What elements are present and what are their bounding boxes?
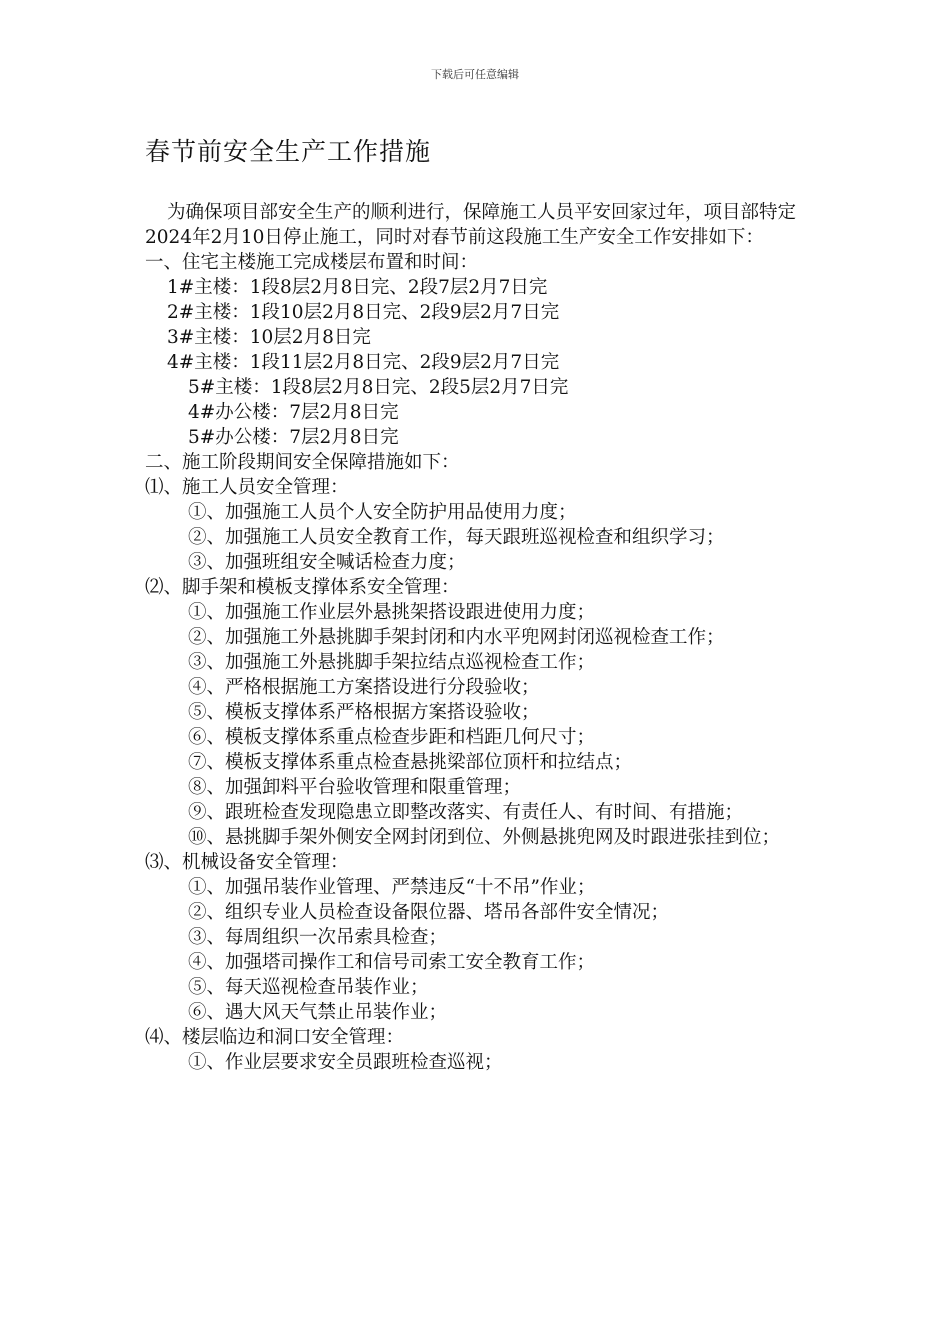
subsection-heading: ⑶、机械设备安全管理：	[145, 852, 349, 873]
subsection-heading: ⑷、楼层临边和洞口安全管理：	[145, 1027, 405, 1048]
measure-item: ④、严格根据施工方案搭设进行分段验收；	[188, 677, 540, 698]
building-schedule-item: 2#主楼：1段10层2月8日完、2段9层2月7日完	[167, 302, 560, 323]
measure-item: ⑤、模板支撑体系严格根据方案搭设验收；	[188, 702, 540, 723]
measure-item: ⑦、模板支撑体系重点检查悬挑梁部位顶杆和拉结点；	[188, 752, 633, 773]
building-schedule-item: 4#主楼：1段11层2月8日完、2段9层2月7日完	[167, 352, 560, 373]
measure-item: ⑥、遇大风天气禁止吊装作业；	[188, 1002, 448, 1023]
measure-item: ⑨、跟班检查发现隐患立即整改落实、有责任人、有时间、有措施；	[188, 802, 744, 823]
measure-item: ③、加强班组安全喊话检查力度；	[188, 552, 466, 573]
measure-item: ④、加强塔司操作工和信号司索工安全教育工作；	[188, 952, 596, 973]
page-header-note: 下载后可任意编辑	[431, 68, 519, 81]
building-schedule-item: 5#办公楼：7层2月8日完	[188, 427, 399, 448]
document-title: 春节前安全生产工作措施	[145, 137, 432, 166]
measure-item: ①、作业层要求安全员跟班检查巡视；	[188, 1052, 503, 1073]
measure-item: ①、加强施工作业层外悬挑架搭设跟进使用力度；	[188, 602, 596, 623]
intro-paragraph: 为确保项目部安全生产的顺利进行，保障施工人员平安回家过年，项目部特定2024年2月10日停止施工，同时对春节前这段施工生产安全工作安排如下：	[145, 202, 797, 248]
measure-item: ③、每周组织一次吊索具检查；	[188, 927, 448, 948]
measure-item: ⑧、加强卸料平台验收管理和限重管理；	[188, 777, 522, 798]
measure-item: ①、加强施工人员个人安全防护用品使用力度；	[188, 502, 577, 523]
measure-item: ①、加强吊装作业管理、严禁违反“十不吊”作业；	[188, 877, 596, 898]
subsection-heading: ⑵、脚手架和模板支撑体系安全管理：	[145, 577, 460, 598]
section-2-heading: 二、施工阶段期间安全保障措施如下：	[145, 452, 460, 473]
measure-item: ⑥、模板支撑体系重点检查步距和档距几何尺寸；	[188, 727, 596, 748]
measure-item: ③、加强施工外悬挑脚手架拉结点巡视检查工作；	[188, 652, 596, 673]
measure-item: ②、加强施工外悬挑脚手架封闭和内水平兜网封闭巡视检查工作；	[188, 627, 725, 648]
measure-item: ②、组织专业人员检查设备限位器、塔吊各部件安全情况；	[188, 902, 670, 923]
measure-item: ⑩、悬挑脚手架外侧安全网封闭到位、外侧悬挑兜网及时跟进张挂到位；	[188, 827, 781, 848]
building-schedule-item: 5#主楼：1段8层2月8日完、2段5层2月7日完	[188, 377, 569, 398]
section-1-heading: 一、住宅主楼施工完成楼层布置和时间：	[145, 252, 479, 273]
subsection-heading: ⑴、施工人员安全管理：	[145, 477, 349, 498]
document-body	[145, 200, 800, 1075]
measure-item: ②、加强施工人员安全教育工作，每天跟班巡视检查和组织学习；	[188, 527, 725, 548]
building-schedule-item: 4#办公楼：7层2月8日完	[188, 402, 399, 423]
building-schedule-item: 1#主楼：1段8层2月8日完、2段7层2月7日完	[167, 277, 548, 298]
building-schedule-item: 3#主楼：10层2月8日完	[167, 327, 371, 348]
measure-item: ⑤、每天巡视检查吊装作业；	[188, 977, 429, 998]
